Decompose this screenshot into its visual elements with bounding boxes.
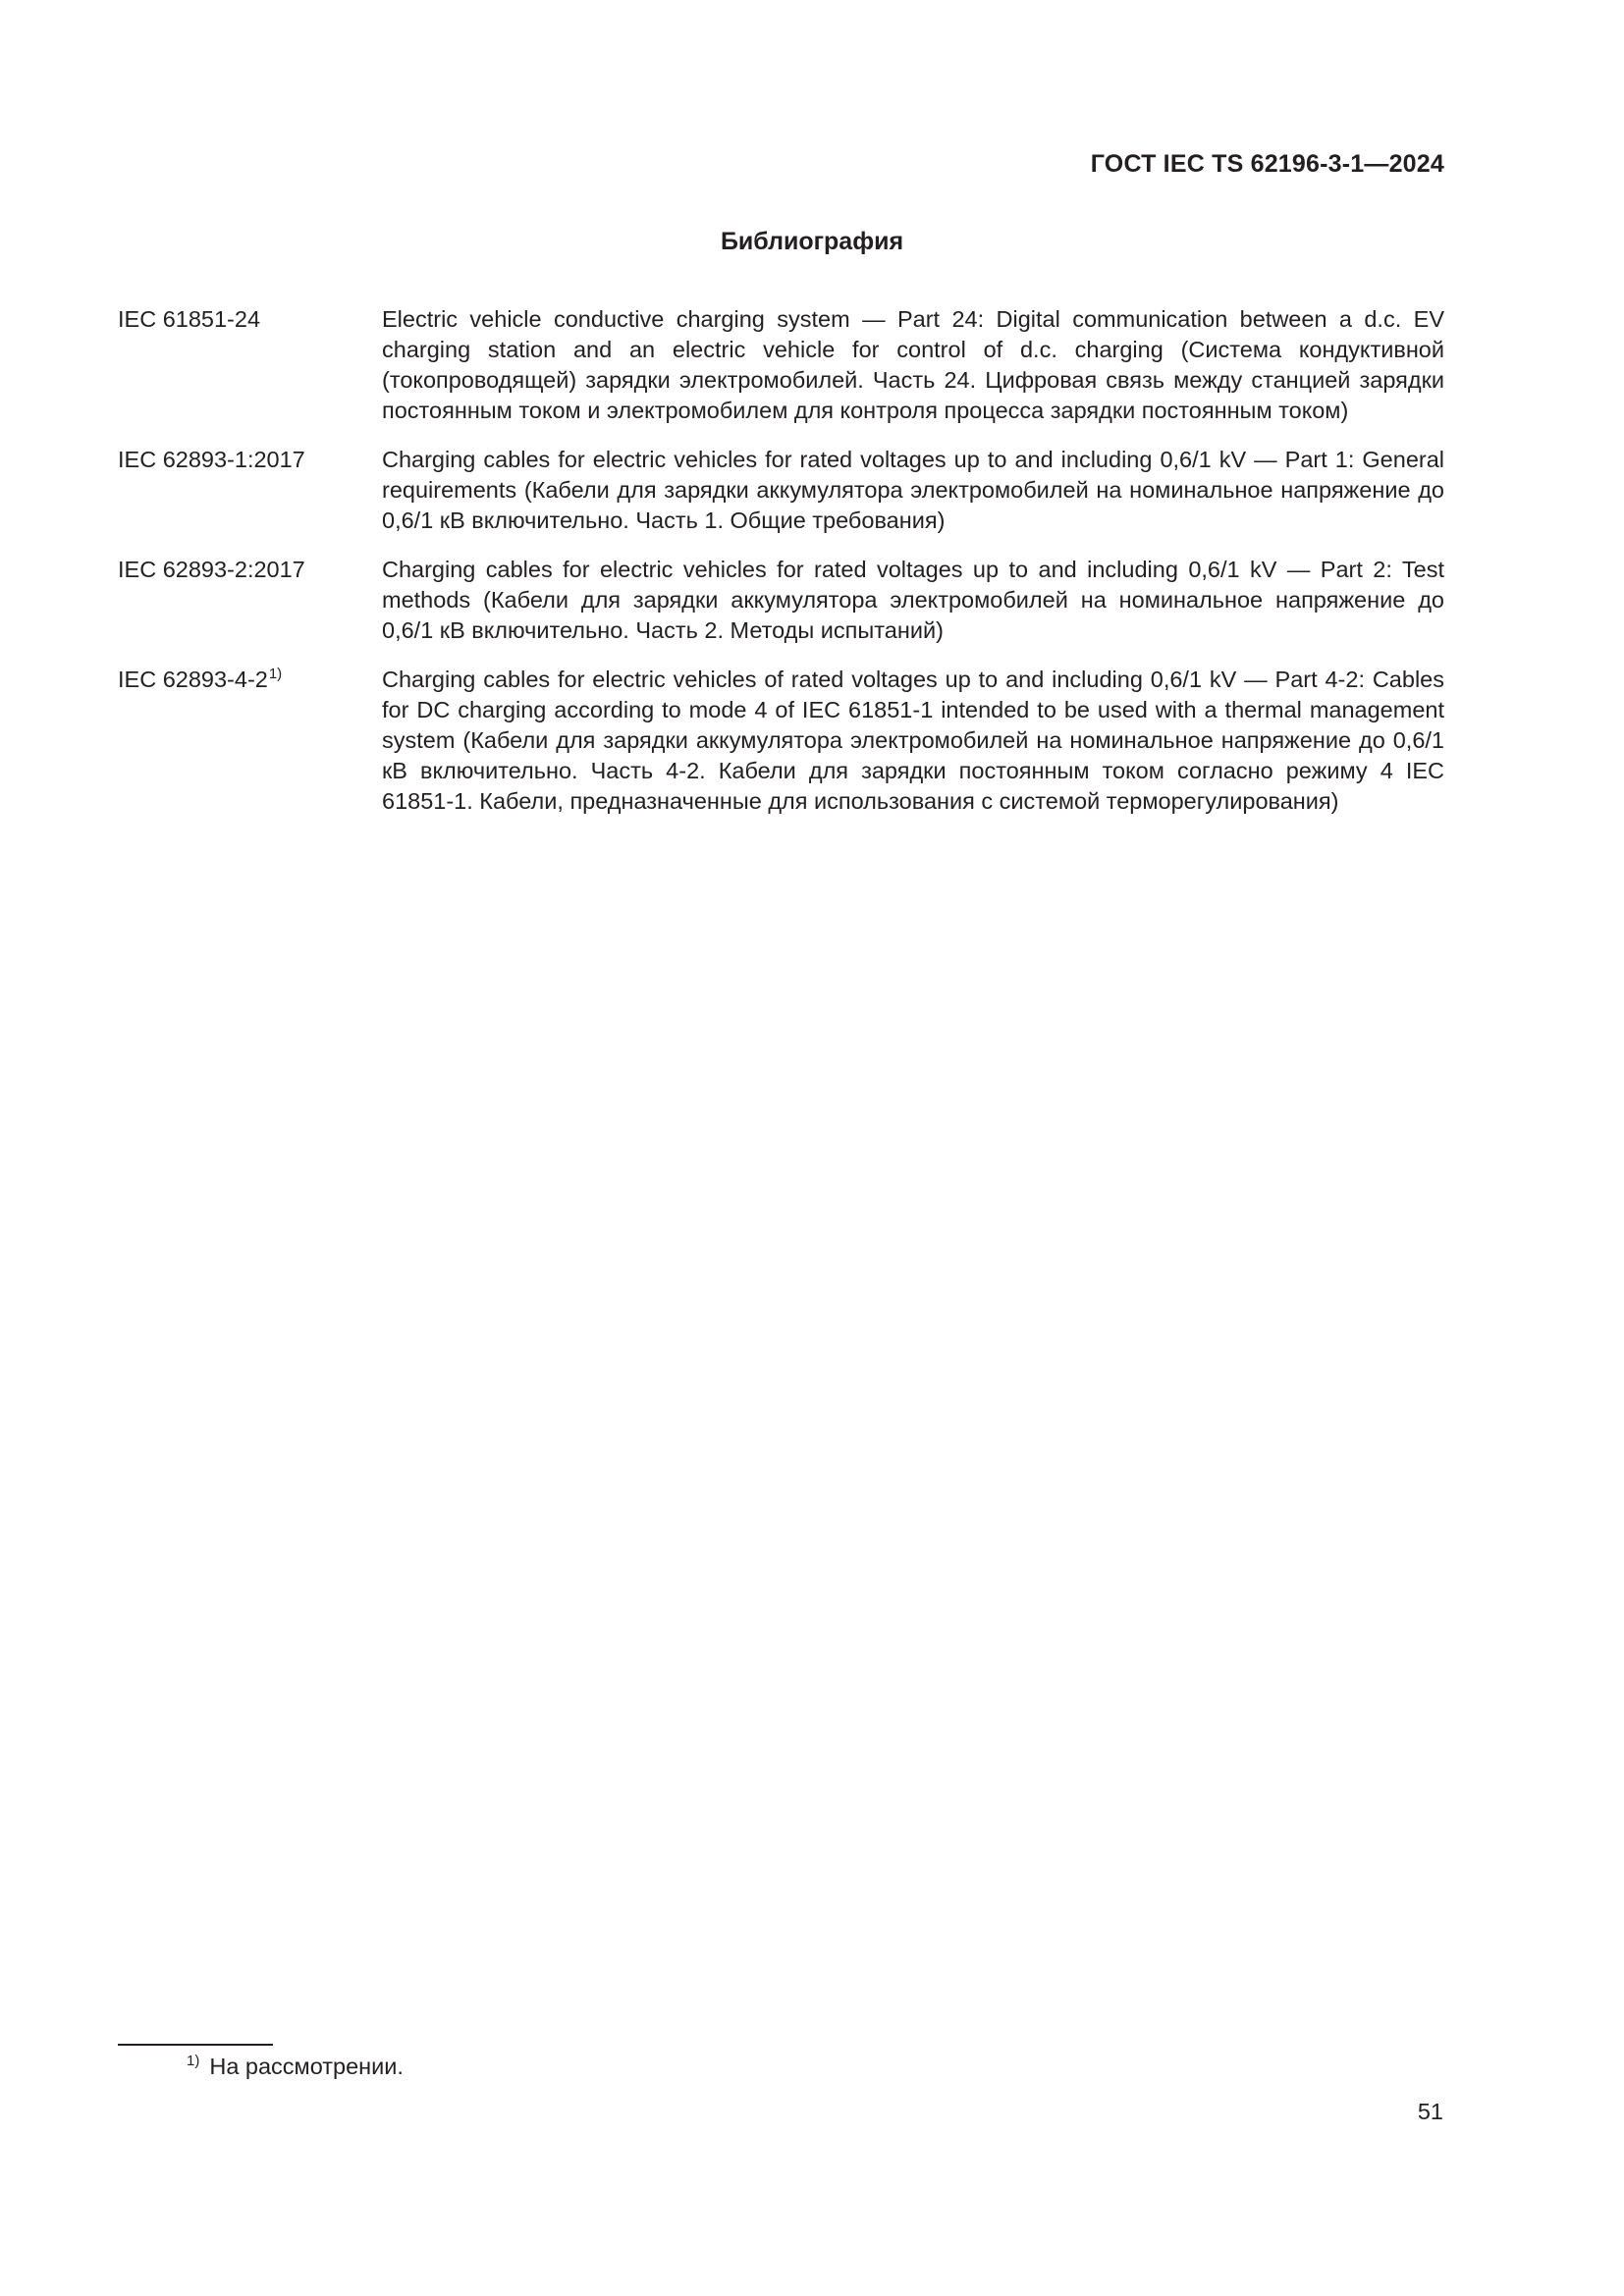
- footnote-marker[interactable]: 1): [268, 666, 283, 682]
- reference-code: IEC 62893-2:2017: [118, 557, 305, 582]
- bibliography-description: Charging cables for electric vehicles for rated voltages up to and including 0,6/1 kV — Part 2: Test methods (Кабели для зарядки аккумулятора электромобилей на номинальное напряжение до 0,6/1 кВ включительно. Часть 2. Методы испытаний): [382, 557, 1444, 643]
- bibliography-reference: [118, 665, 382, 817]
- bibliography-description: Charging cables for electric vehicles for rated voltages up to and including 0,6/1 kV — Part 1: General requirements (Кабели для зарядки аккумулятора электромобилей на номинальное напряжение до 0,6/1 кВ включительно. Часть 1. Общие требования): [382, 447, 1444, 533]
- footnote-separator: [118, 2044, 273, 2046]
- document-code: ГОСТ IEC TS 62196-3-1—2024: [1090, 150, 1444, 178]
- bibliography-entry: [118, 445, 1444, 536]
- bibliography-reference: [118, 555, 382, 646]
- footnote: [187, 2052, 404, 2081]
- bibliography-entry: [118, 555, 1444, 646]
- reference-code: IEC 62893-4-2: [118, 667, 268, 692]
- reference-code: IEC 61851-24: [118, 306, 261, 332]
- footnote-mark: 1): [187, 2053, 200, 2069]
- bibliography-list: [118, 304, 1444, 835]
- bibliography-description: Charging cables for electric vehicles of rated voltages up to and including 0,6/1 kV — Part 4-2: Cables for DC charging according to mode 4 of IEC 61851-1 intended to be used with a thermal management system (Кабели для зарядки аккумулятора электромобилей на номинальное напряжение до 0,6/1 кВ включительно. Часть 4-2. Кабели для зарядки постоянным током согласно режиму 4 IEC 61851-1. Кабели, предназначенные для использования с системой терморегулирования): [382, 667, 1444, 814]
- page-number: 51: [1417, 2099, 1443, 2124]
- bibliography-entry: [118, 304, 1444, 426]
- section-title: Библиография: [720, 228, 904, 255]
- reference-code: IEC 62893-1:2017: [118, 447, 305, 472]
- bibliography-reference: [118, 445, 382, 536]
- bibliography-reference: [118, 304, 382, 426]
- bibliography-description: Electric vehicle conductive charging system — Part 24: Digital communication between a d.c. EV charging station and an electric vehicle for control of d.c. charging (Система кондуктивной (токопроводящей) зарядки электромобилей. Часть 24. Цифровая связь между станцией зарядки постоянным током и электромобилем для контроля процесса зарядки постоянным током): [382, 306, 1444, 423]
- footnote-text: На рассмотрении.: [209, 2054, 404, 2079]
- bibliography-entry: [118, 665, 1444, 817]
